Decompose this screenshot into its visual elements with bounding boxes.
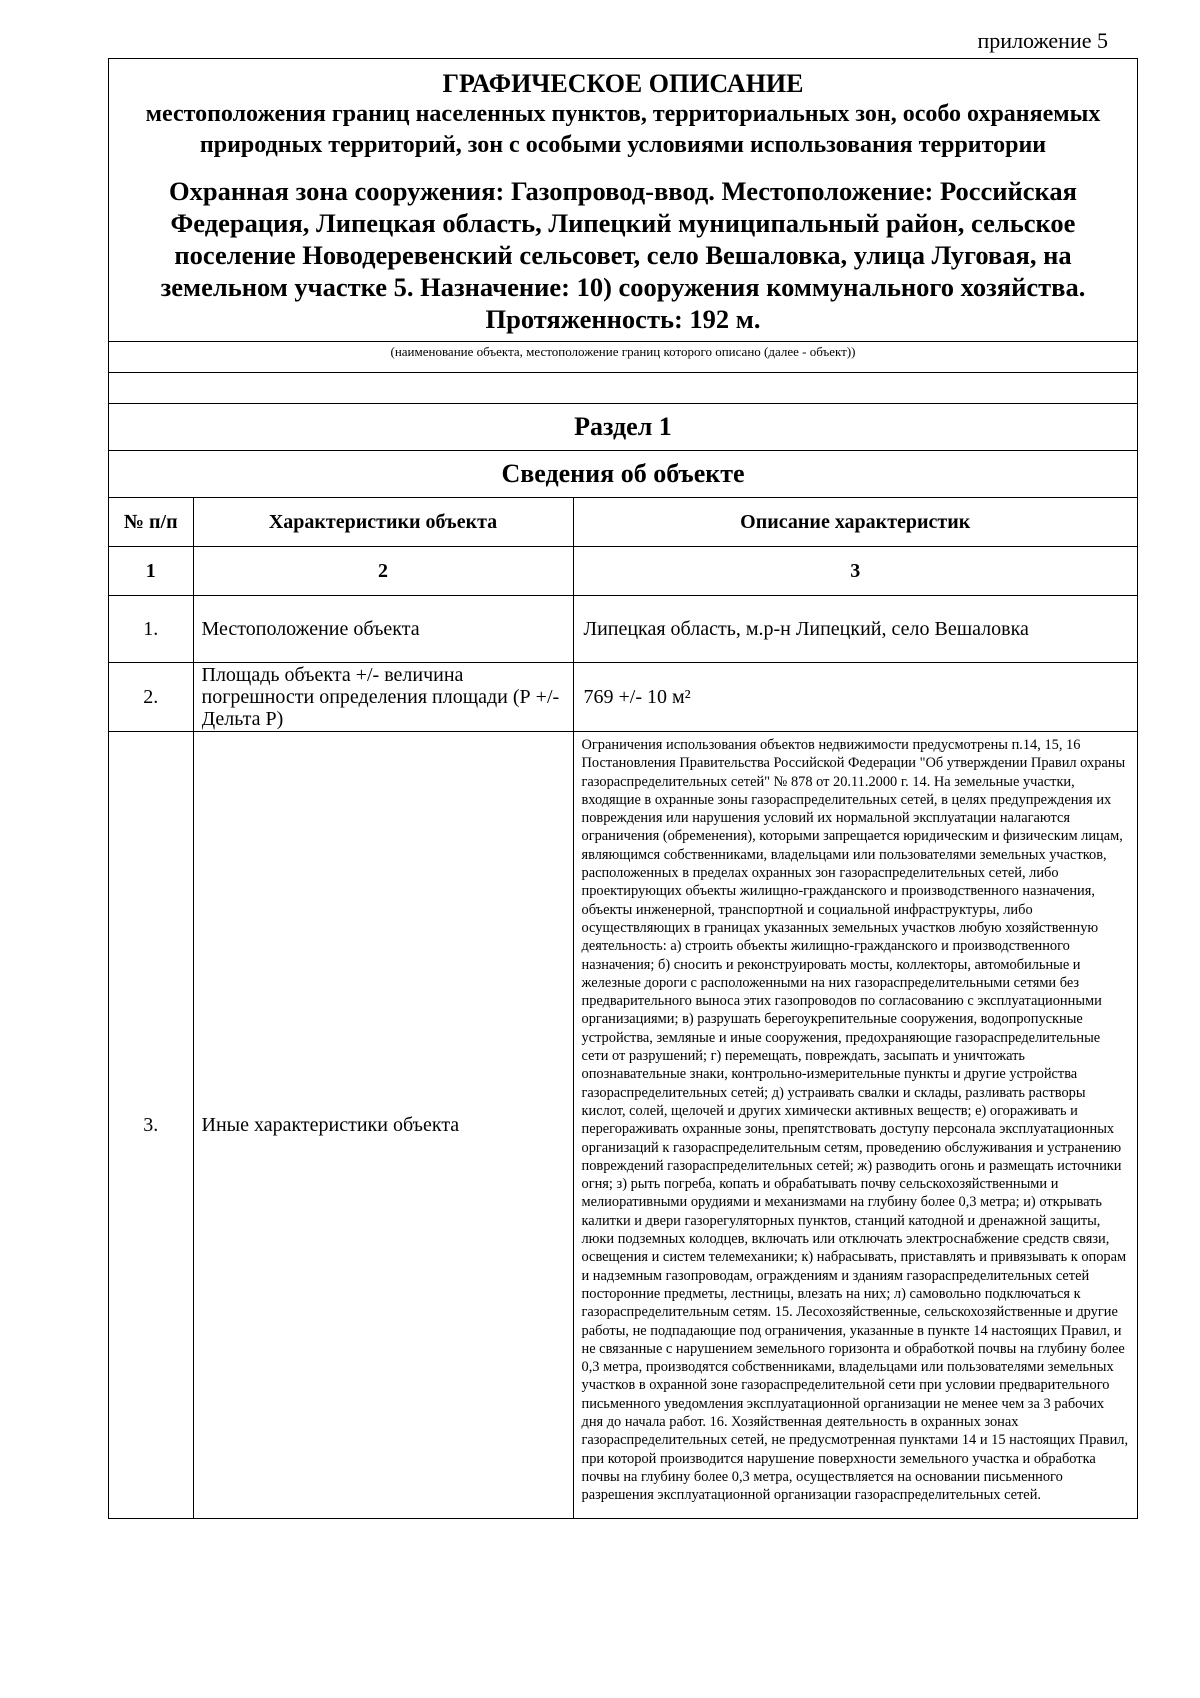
row-description: 769 +/- 10 м² [573, 663, 1137, 732]
document-subtitle: местоположения границ населенных пунктов, территориальных зон, особо охраняемых природных территорий, зон с особыми условиями использования территории [145, 101, 1101, 158]
column-header-characteristic: Характеристики объекта [193, 498, 573, 547]
table-header-row [109, 498, 1137, 547]
section-title: Раздел 1 [109, 403, 1137, 450]
section-subtitle: Сведения об объекте [109, 450, 1137, 497]
object-info-table [109, 497, 1137, 1518]
column-number-row [109, 547, 1137, 596]
column-number-1: 1 [109, 547, 193, 596]
column-header-description: Описание характеристик [573, 498, 1137, 547]
column-number-3: 3 [573, 547, 1137, 596]
row-number: 3. [109, 732, 193, 1519]
spacer-row [109, 372, 1137, 403]
table-row [109, 732, 1137, 1519]
row-description: Ограничения использования объектов недвижимости предусмотрены п.14, 15, 16 Постановления Правительства Российской Федерации "Об утверждении Правил охраны газораспределительных сетей" № 878 от 20.11.2000 г. 14. На земельные участки, входящие в охранные зоны газораспределительных сетей, в целях предупреждения их повреждения или нарушения условий их нормальной эксплуатации налагаются ограничения (обременения), которыми запрещается юридическим и физическим лицам, являющимся собственниками, владельцами или пользователями земельных участков, расположенных в пределах охранных зон газораспределительных сетей, либо проектирующих объекты жилищно-гражданского и производственного назначения, объекты инженерной, транспортной и социальной инфраструктуры, либо осуществляющих в границах указанных земельных участков любую хозяйственную деятельность: а) строить объекты жилищно-гражданского и производственного назначения; б) сносить и реконструировать мосты, коллекторы, автомобильные и железные дороги с расположенными на них газораспределительными сетями без предварительного выноса этих газопроводов по согласованию с эксплуатационными организациями; в) разрушать берегоукрепительные сооружения, водопропускные устройства, земляные и иные сооружения, предохраняющие газораспределительные сети от разрушений; г) перемещать, повреждать, засыпать и уничтожать опознавательные знаки, контрольно-измерительные пункты и другие устройства газораспределительных сетей; д) устраивать свалки и склады, разливать растворы кислот, солей, щелочей и других химически активных веществ; е) огораживать и перегораживать охранные зоны, препятствовать доступу персонала эксплуатационных организаций к газораспределительным сетям, проведению обслуживания и устранению повреждений газораспределительных сетей; ж) разводить огонь и размещать источники огня; з) рыть погреба, копать и обрабатывать почву сельскохозяйственными и мелиоративными орудиями и механизмами на глубину более 0,3 метра; и) открывать калитки и двери газорегуляторных пунктов, станций катодной и дренажной защиты, люки подземных колодцев, включать или отключать электроснабжение средств связи, освещения и систем телемеханики; к) набрасывать, приставлять и привязывать к опорам и надземным газопроводам, ограждениям и зданиям газораспределительных сетей посторонние предметы, лестницы, влезать на них; л) самовольно подключаться к газораспределительным сетям. 15. Лесохозяйственные, сельскохозяйственные и другие работы, не подпадающие под ограничения, указанные в пункте 14 настоящих Правил, и не связанные с нарушением земельного горизонта и обработкой почвы на глубину более 0,3 метра, производятся собственниками, владельцами или пользователями земельных участков в охранной зоне газораспределительной сети при условии предварительного письменного уведомления эксплуатационной организации не менее чем за 3 рабочих дня до начала работ. 16. Хозяйственная деятельность в охранных зонах газораспределительных сетей, не предусмотренная пунктами 14 и 15 настоящих Правил, при которой производится нарушение поверхности земельного участка и обработка почвы на глубину более 0,3 метра, осуществляется на основании письменного разрешения эксплуатационной организации газораспределительных сетей. [573, 732, 1137, 1519]
object-name-caption: (наименование объекта, местоположение границ которого описано (далее - объект)) [109, 341, 1137, 372]
row-number: 2. [109, 663, 193, 732]
table-row [109, 596, 1137, 663]
characteristic-clip [202, 664, 565, 730]
document-header [109, 59, 1137, 335]
document-title: ГРАФИЧЕСКОЕ ОПИСАНИЕ [442, 69, 804, 98]
row-description: Липецкая область, м.р-н Липецкий, село Вешаловка [573, 596, 1137, 663]
column-number-2: 2 [193, 547, 573, 596]
column-header-number: № п/п [109, 498, 193, 547]
row-characteristic: Иные характеристики объекта [193, 732, 573, 1519]
document-frame [108, 58, 1138, 1519]
table-row [109, 663, 1137, 732]
object-name: Охранная зона сооружения: Газопровод-ввод. Местоположение: Российская Федерация, Липецкая область, Липецкий муниципальный район, сельское поселение Новодеревенский сельсовет, село Вешаловка, улица Луговая, на земельном участке 5. Назначение: 10) сооружения коммунального хозяйства. Протяженность: 192 м. [160, 176, 1086, 334]
row-number: 1. [109, 596, 193, 663]
row-characteristic-cell [193, 663, 573, 732]
appendix-label: приложение 5 [977, 28, 1108, 53]
row-characteristic: Площадь объекта +/- величина погрешности определения площади (Р +/- Дельта Р) [201, 664, 560, 730]
row-characteristic: Местоположение объекта [193, 596, 573, 663]
